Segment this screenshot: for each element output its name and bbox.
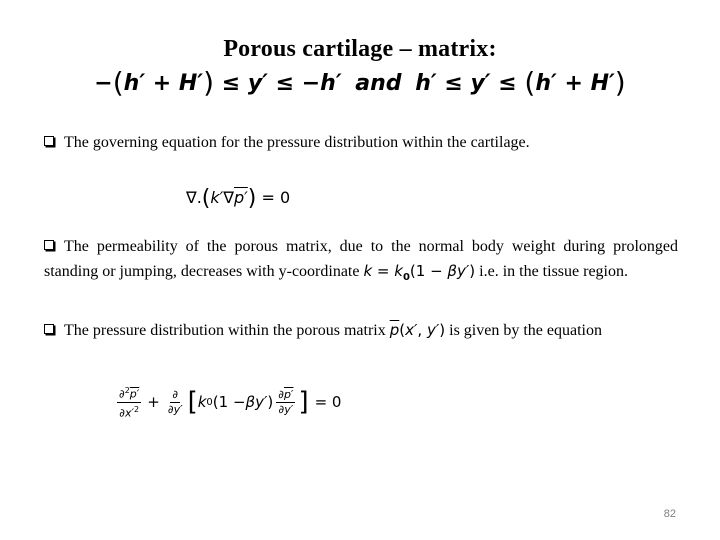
bullet-1-text: The governing equation for the pressure distribution within the cartilage. [64, 134, 530, 151]
bullet-3-text-before: The pressure distribution within the porous matrix [64, 322, 386, 339]
bullet-pressure-distribution [44, 318, 678, 343]
page-number: 82 [663, 508, 676, 520]
pressure-function: $\overline{p}(x'$, y′) [389, 321, 446, 339]
title-inequality: −(h′ + H′) ≤ y′ ≤ −h′ and h′ ≤ y′ ≤ (h′ + H′) [94, 66, 626, 99]
bullet-permeability [44, 234, 678, 290]
bullet-governing-equation [44, 130, 678, 155]
bullet-2-text-before: The permeability of the porous matrix, due to the normal body weight during prolonged standing or jumping, decreases with y-coordinate [44, 238, 678, 280]
bullet-3-text-after: is given by the equation [449, 322, 602, 339]
checkbox-bullet-icon [44, 324, 54, 334]
equation-pressure: $\frac{\partial^2p'}{\partial x'^2}$ + $\frac{\partial}{\partial y'}$ [ k 0 (1 − βy′ ) $\frac{\partial p'}{\partial y'}$ ] = 0 [119, 386, 342, 420]
permeability-formula: $k = k_0(1 - \beta y')$ [363, 262, 476, 283]
bullet-2-text-after: i.e. in the tissue region. [479, 263, 628, 280]
checkbox-bullet-icon [44, 240, 54, 250]
checkbox-bullet-icon [44, 136, 54, 146]
slide-title: Porous cartilage – matrix: [223, 36, 497, 62]
equation-divergence: ∇.(k′∇p′) = 0 [186, 186, 291, 211]
